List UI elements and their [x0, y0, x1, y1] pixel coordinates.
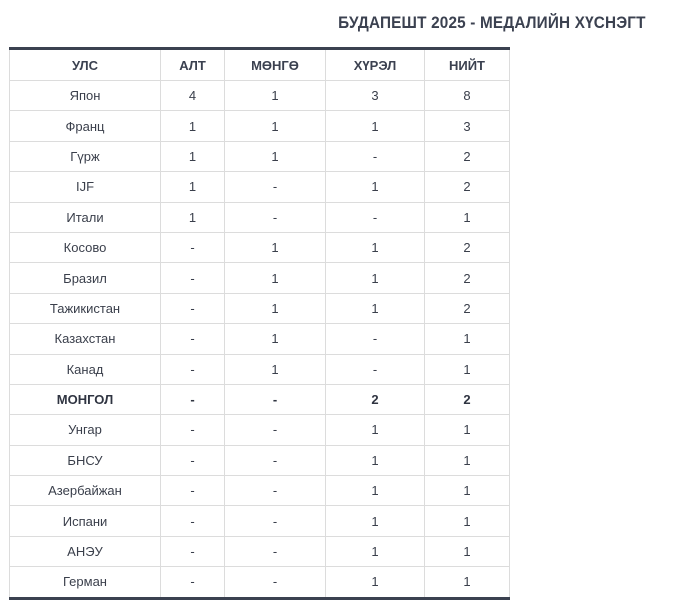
cell-gold: 1	[161, 141, 225, 171]
cell-gold: -	[161, 415, 225, 445]
cell-bronze: 1	[326, 232, 425, 262]
cell-total: 2	[425, 293, 510, 323]
cell-silver: 1	[225, 263, 326, 293]
cell-total: 2	[425, 384, 510, 414]
cell-bronze: 1	[326, 172, 425, 202]
cell-bronze: 1	[326, 445, 425, 475]
cell-silver: -	[225, 202, 326, 232]
cell-gold: -	[161, 263, 225, 293]
cell-country: АНЭУ	[10, 536, 161, 566]
cell-country: БНСУ	[10, 445, 161, 475]
cell-country: Унгар	[10, 415, 161, 445]
cell-gold: -	[161, 232, 225, 262]
cell-total: 2	[425, 172, 510, 202]
cell-country: Герман	[10, 567, 161, 598]
cell-total: 1	[425, 536, 510, 566]
cell-bronze: 1	[326, 476, 425, 506]
table-row	[10, 263, 510, 293]
cell-country: Итали	[10, 202, 161, 232]
table-row	[10, 506, 510, 536]
cell-total: 2	[425, 141, 510, 171]
cell-silver: -	[225, 172, 326, 202]
header-row	[10, 49, 510, 81]
cell-gold: -	[161, 536, 225, 566]
table-header	[10, 49, 510, 81]
cell-silver: 1	[225, 111, 326, 141]
cell-silver: 1	[225, 141, 326, 171]
cell-total: 2	[425, 232, 510, 262]
cell-gold: -	[161, 506, 225, 536]
cell-silver: -	[225, 415, 326, 445]
cell-silver: 1	[225, 232, 326, 262]
column-header-total: НИЙТ	[425, 49, 510, 81]
cell-silver: -	[225, 384, 326, 414]
cell-bronze: 1	[326, 263, 425, 293]
cell-total: 1	[425, 445, 510, 475]
cell-country: IJF	[10, 172, 161, 202]
cell-bronze: -	[326, 202, 425, 232]
cell-total: 2	[425, 263, 510, 293]
cell-country: Бразил	[10, 263, 161, 293]
cell-bronze: 1	[326, 506, 425, 536]
cell-total: 3	[425, 111, 510, 141]
table-row	[10, 415, 510, 445]
cell-country: Испани	[10, 506, 161, 536]
cell-gold: 1	[161, 202, 225, 232]
cell-country: Япон	[10, 81, 161, 111]
cell-silver: 1	[225, 81, 326, 111]
page-title: БУДАПЕШТ 2025 - МЕДАЛИЙН ХҮСНЭГТ	[338, 13, 646, 32]
table-body	[10, 81, 510, 599]
cell-total: 1	[425, 415, 510, 445]
cell-gold: 4	[161, 81, 225, 111]
cell-gold: -	[161, 384, 225, 414]
cell-country: МОНГОЛ	[10, 384, 161, 414]
table-row	[10, 81, 510, 111]
cell-silver: -	[225, 567, 326, 598]
cell-bronze: 2	[326, 384, 425, 414]
cell-bronze: 1	[326, 567, 425, 598]
column-header-silver: МӨНГӨ	[225, 49, 326, 81]
cell-country: Казахстан	[10, 324, 161, 354]
table-row	[10, 476, 510, 506]
cell-bronze: -	[326, 354, 425, 384]
cell-silver: -	[225, 476, 326, 506]
table-row	[10, 354, 510, 384]
table-row	[10, 384, 510, 414]
table-row	[10, 111, 510, 141]
cell-gold: -	[161, 567, 225, 598]
table-row	[10, 172, 510, 202]
cell-bronze: -	[326, 324, 425, 354]
column-header-bronze: ХҮРЭЛ	[326, 49, 425, 81]
cell-silver: -	[225, 445, 326, 475]
table-row	[10, 567, 510, 598]
cell-gold: 1	[161, 111, 225, 141]
cell-silver: -	[225, 536, 326, 566]
table-row	[10, 324, 510, 354]
table-row	[10, 293, 510, 323]
cell-gold: -	[161, 354, 225, 384]
column-header-gold: АЛТ	[161, 49, 225, 81]
cell-total: 1	[425, 354, 510, 384]
cell-total: 1	[425, 324, 510, 354]
cell-bronze: 3	[326, 81, 425, 111]
cell-total: 1	[425, 506, 510, 536]
cell-country: Канад	[10, 354, 161, 384]
cell-bronze: 1	[326, 536, 425, 566]
cell-silver: 1	[225, 354, 326, 384]
table-row	[10, 141, 510, 171]
cell-silver: 1	[225, 324, 326, 354]
cell-gold: -	[161, 445, 225, 475]
medal-table	[9, 47, 510, 600]
column-header-country: УЛС	[10, 49, 161, 81]
cell-country: Тажикистан	[10, 293, 161, 323]
table-row	[10, 445, 510, 475]
cell-silver: -	[225, 506, 326, 536]
cell-country: Франц	[10, 111, 161, 141]
cell-gold: -	[161, 324, 225, 354]
table-row	[10, 536, 510, 566]
cell-country: Косово	[10, 232, 161, 262]
cell-bronze: 1	[326, 111, 425, 141]
cell-bronze: -	[326, 141, 425, 171]
cell-total: 1	[425, 202, 510, 232]
cell-country: Азербайжан	[10, 476, 161, 506]
cell-gold: 1	[161, 172, 225, 202]
table-row	[10, 202, 510, 232]
cell-gold: -	[161, 476, 225, 506]
cell-bronze: 1	[326, 293, 425, 323]
cell-total: 8	[425, 81, 510, 111]
cell-total: 1	[425, 567, 510, 598]
cell-total: 1	[425, 476, 510, 506]
table-row	[10, 232, 510, 262]
cell-silver: 1	[225, 293, 326, 323]
cell-country: Гүрж	[10, 141, 161, 171]
cell-gold: -	[161, 293, 225, 323]
cell-bronze: 1	[326, 415, 425, 445]
